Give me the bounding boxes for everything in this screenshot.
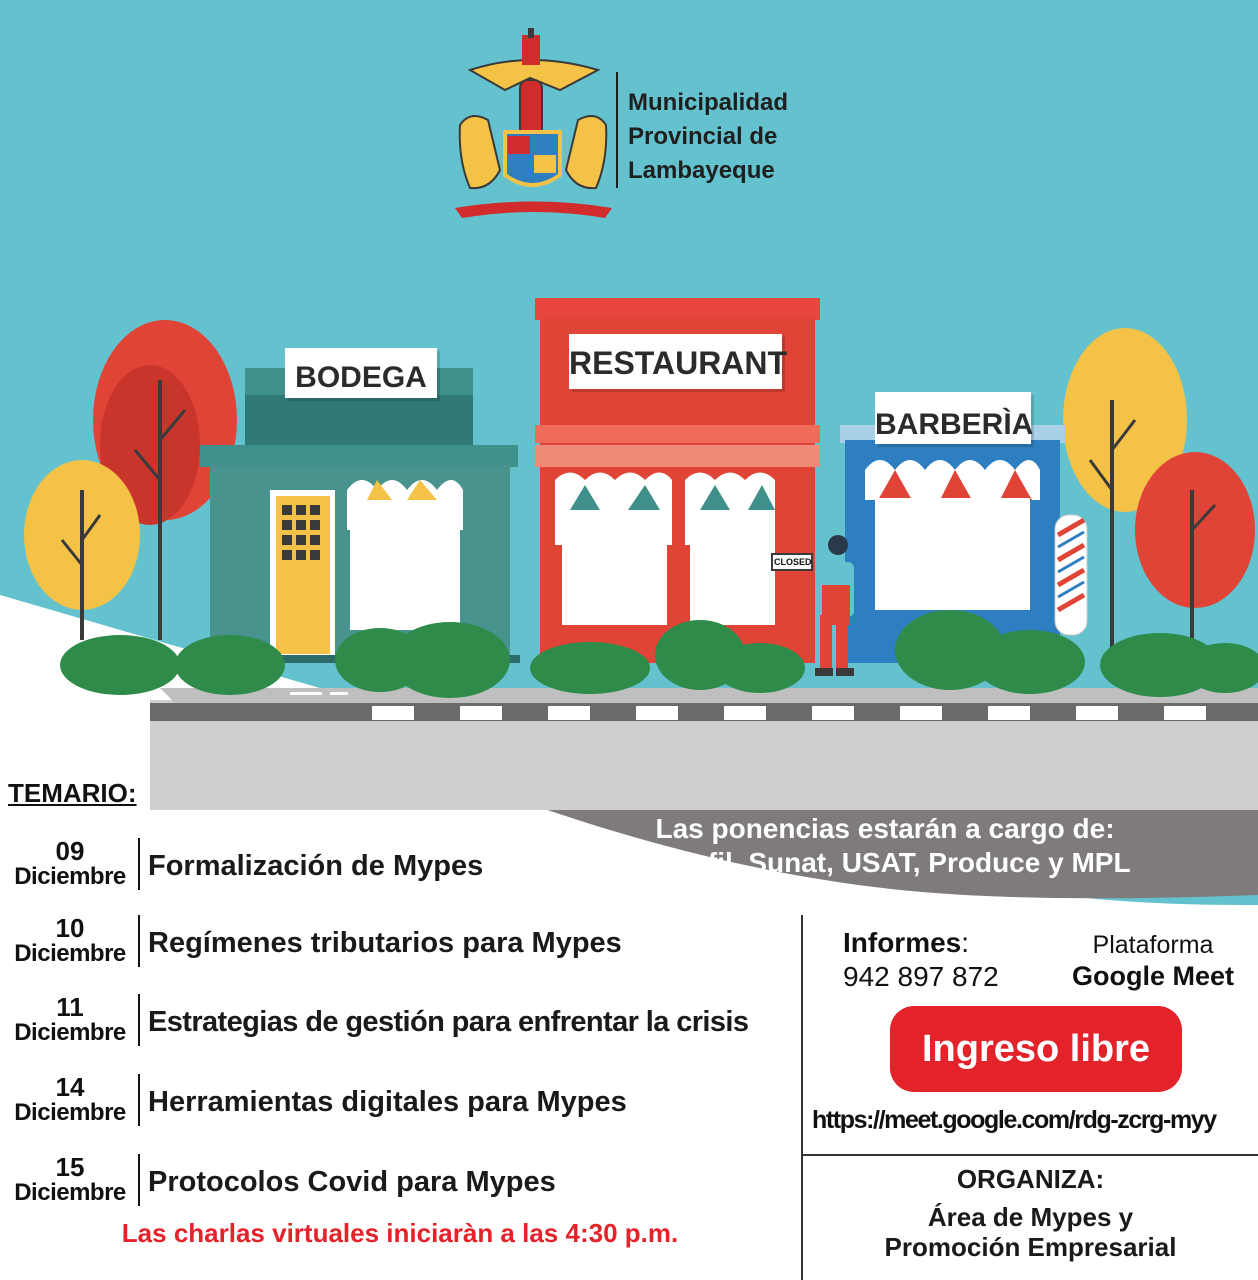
agenda-month: Diciembre: [14, 863, 126, 890]
meet-link[interactable]: https://meet.google.com/rdg-zcrg-myy: [812, 1106, 1216, 1134]
agenda-topic: Regímenes tributarios para Mypes: [148, 927, 622, 959]
agenda-day: 10: [55, 913, 85, 943]
agenda-date: [4, 1154, 136, 1206]
agenda-day: 11: [56, 992, 84, 1022]
plataforma-block: [1060, 930, 1246, 992]
plataforma-label: Plataforma: [1092, 931, 1214, 959]
agenda-separator: [138, 915, 140, 967]
bodega-sign: BODEGA: [285, 348, 437, 398]
informes-colon: :: [961, 927, 970, 958]
agenda-day: 15: [55, 1152, 85, 1182]
agenda-date: [4, 915, 136, 967]
agenda-topic: Protocolos Covid para Mypes: [148, 1166, 556, 1198]
temario-title: TEMARIO:: [8, 778, 137, 808]
ponencias-line-2: Sunafil, Sunat, USAT, Produce y MPL: [639, 847, 1131, 878]
plataforma-value: Google Meet: [1071, 961, 1234, 991]
informes-block: [843, 926, 999, 994]
agenda-item-14: [0, 1074, 800, 1136]
ponencias-banner: [560, 812, 1210, 880]
agenda-month: Diciembre: [14, 1179, 126, 1206]
ponencias-line-1: Las ponencias estarán a cargo de:: [655, 813, 1115, 844]
agenda-item-15: [0, 1154, 800, 1216]
municipality-line-1: Municipalidad: [628, 89, 789, 116]
agenda-date: [4, 994, 136, 1046]
organiza-block: [803, 1162, 1258, 1262]
organiza-line-2: Promoción Empresarial: [884, 1232, 1177, 1262]
agenda-date: [4, 1074, 136, 1126]
bodega-building: [200, 368, 520, 663]
organiza-line-1: Área de Mypes y: [927, 1202, 1134, 1232]
agenda-month: Diciembre: [14, 940, 126, 967]
agenda-separator: [138, 1074, 140, 1126]
agenda-separator: [138, 838, 140, 890]
phone-number: 942 897 872: [843, 961, 999, 992]
agenda-day: 14: [55, 1072, 85, 1102]
agenda-month: Diciembre: [14, 1019, 126, 1046]
agenda-topic: Herramientas digitales para Mypes: [148, 1086, 627, 1118]
agenda-item-11: [0, 994, 800, 1056]
agenda-date: [4, 838, 136, 890]
agenda-topic: Estrategias de gestión para enfrentar la crisis: [148, 1006, 749, 1038]
start-time-note: Las charlas virtuales iniciaràn a las 4:30 p.m.: [121, 1218, 679, 1248]
agenda-separator: [138, 1154, 140, 1206]
agenda-day: 09: [55, 836, 85, 866]
agenda-month: Diciembre: [14, 1099, 126, 1126]
header-divider: [616, 72, 618, 188]
closed-sign: CLOSED: [774, 557, 812, 567]
agenda-item-10: [0, 915, 800, 977]
agenda-separator: [138, 994, 140, 1046]
barberia-sign: BARBERÌA: [875, 392, 1031, 444]
municipality-line-2: Provincial de: [628, 123, 778, 150]
agenda-topic: Formalización de Mypes: [148, 850, 484, 882]
organiza-title: ORGANIZA:: [956, 1164, 1105, 1194]
road-edge: [160, 688, 1258, 703]
ingreso-libre-button[interactable]: Ingreso libre: [890, 1006, 1182, 1092]
info-horizontal-divider: [803, 1154, 1258, 1156]
municipality-line-3: Lambayeque: [628, 157, 775, 184]
municipality-name: [628, 86, 788, 188]
restaurant-sign: RESTAURANT: [569, 334, 782, 389]
informes-label: Informes: [843, 927, 962, 958]
